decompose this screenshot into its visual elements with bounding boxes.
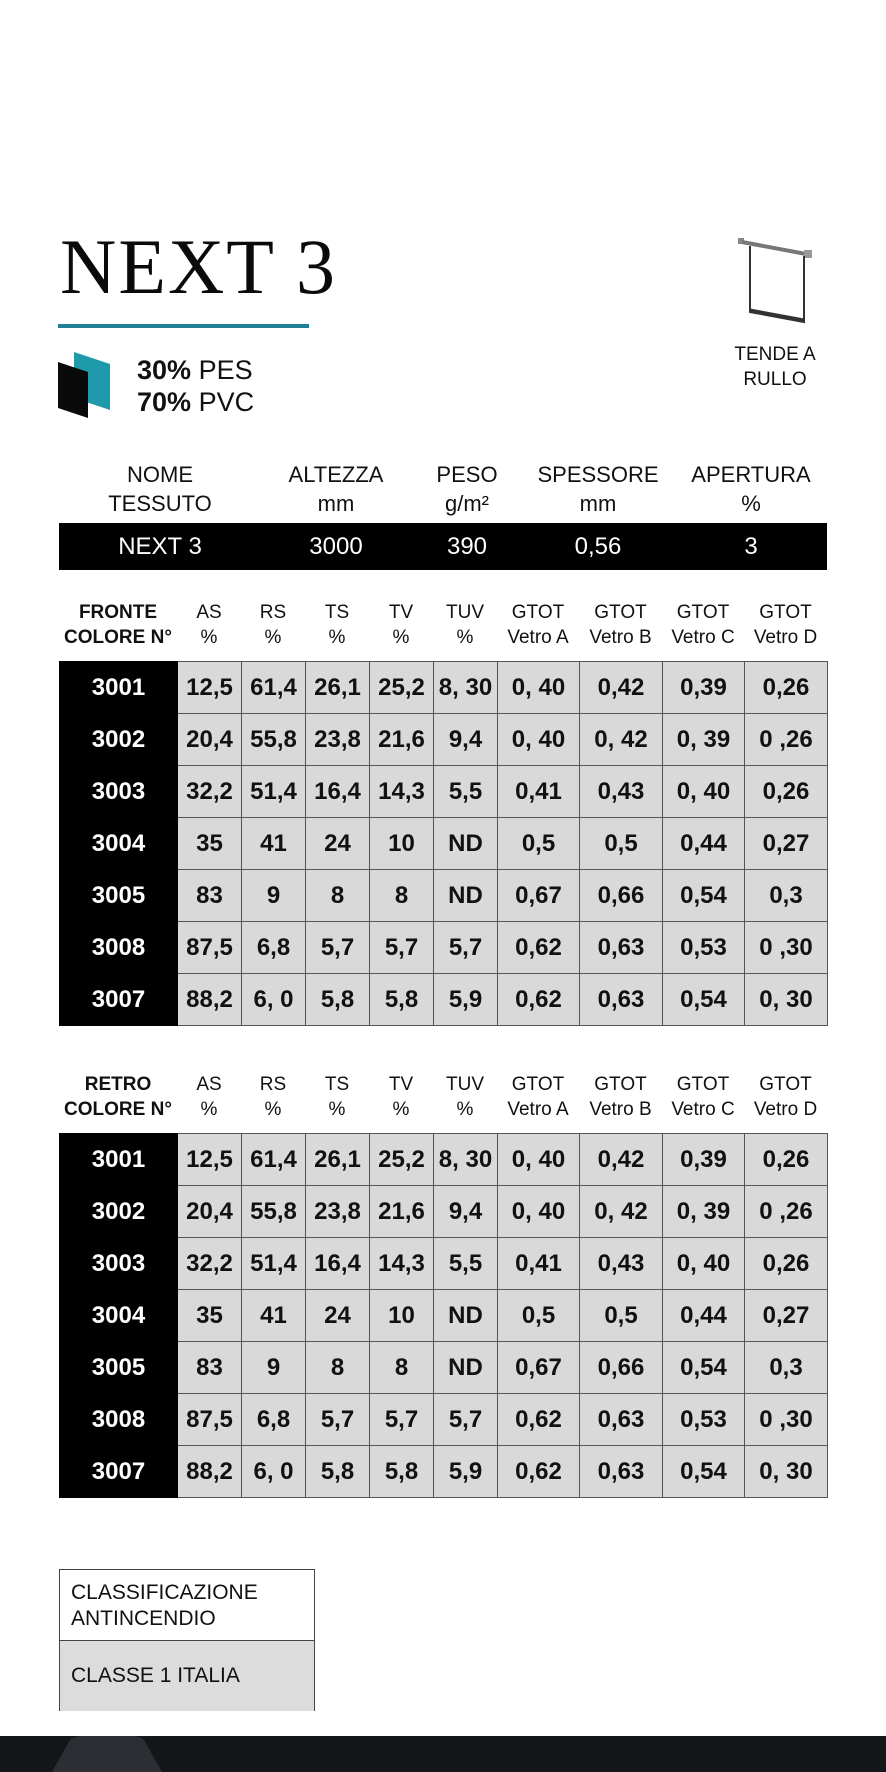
retro-column-header: GTOT Vetro A [507, 1074, 569, 1120]
value-cell: 0, 40 [663, 766, 745, 818]
value-cell: 5,7 [306, 922, 370, 974]
value-cell: 55,8 [242, 1186, 306, 1238]
color-code-cell: 3003 [60, 766, 178, 818]
value-cell: 51,4 [242, 1238, 306, 1290]
table-row [60, 766, 828, 818]
value-cell: 0,66 [580, 870, 663, 922]
value-cell: 0,62 [498, 974, 580, 1026]
retro-column-header: TS % [324, 1074, 350, 1120]
footer-bar [0, 1736, 886, 1772]
value-cell: 0,66 [580, 1342, 663, 1394]
value-cell: 0,27 [745, 818, 828, 870]
value-cell: 0,62 [498, 1446, 580, 1498]
value-cell: 0, 39 [663, 1186, 745, 1238]
value-cell: 88,2 [178, 974, 242, 1026]
fire-classification-box [59, 1569, 315, 1711]
value-cell: 35 [178, 818, 242, 870]
value-cell: 21,6 [370, 714, 434, 766]
value-cell: 0, 30 [745, 974, 828, 1026]
value-cell: 9,4 [434, 1186, 498, 1238]
color-code-cell: 3004 [60, 818, 178, 870]
retro-column-header: GTOT Vetro D [753, 1074, 818, 1120]
value-cell: 5,8 [306, 974, 370, 1026]
value-cell: 0 ,30 [745, 1394, 828, 1446]
retro-column-header: RS % [259, 1074, 287, 1120]
fronte-column-header: TS % [324, 602, 350, 648]
color-code-cell: 3007 [60, 1446, 178, 1498]
value-cell: 5,5 [434, 1238, 498, 1290]
value-cell: 8 [370, 870, 434, 922]
value-cell: 16,4 [306, 766, 370, 818]
fabric-layers-icon [58, 352, 110, 418]
color-code-cell: 3001 [60, 1134, 178, 1186]
value-cell: 5,7 [434, 1394, 498, 1446]
spec-value: NEXT 3 [118, 533, 202, 560]
product-type-label: TENDE A RULLO [734, 344, 816, 390]
value-cell: 0, 40 [498, 1186, 580, 1238]
value-cell: 88,2 [178, 1446, 242, 1498]
value-cell: 0,53 [663, 1394, 745, 1446]
value-cell: 9 [242, 870, 306, 922]
value-cell: 0,44 [663, 1290, 745, 1342]
retro-column-header: GTOT Vetro C [671, 1074, 735, 1120]
table-row [60, 1342, 828, 1394]
table-row [60, 974, 828, 1026]
fronte-column-header: TV % [388, 602, 414, 648]
spec-value: 0,56 [574, 533, 622, 560]
value-cell: 0,63 [580, 1394, 663, 1446]
value-cell: 8, 30 [434, 1134, 498, 1186]
value-cell: 0,53 [663, 922, 745, 974]
product-title: NEXT 3 [60, 223, 338, 310]
value-cell: 0,5 [498, 818, 580, 870]
value-cell: 0,54 [663, 1446, 745, 1498]
table-row [60, 662, 828, 714]
spec-value: 390 [446, 533, 488, 560]
color-code-cell: 3001 [60, 662, 178, 714]
value-cell: 0,62 [498, 922, 580, 974]
roller-blind-icon [736, 236, 816, 324]
value-cell: 0,26 [745, 766, 828, 818]
value-cell: 0, 42 [580, 714, 663, 766]
value-cell: 0,39 [663, 662, 745, 714]
value-cell: 32,2 [178, 766, 242, 818]
value-cell: 8 [370, 1342, 434, 1394]
value-cell: 5,5 [434, 766, 498, 818]
value-cell: 5,7 [434, 922, 498, 974]
value-cell: 35 [178, 1290, 242, 1342]
value-cell: 51,4 [242, 766, 306, 818]
value-cell: 0 ,26 [745, 714, 828, 766]
composition-line-1: 30% PES [137, 355, 253, 385]
value-cell: 0,41 [498, 1238, 580, 1290]
fronte-table [59, 661, 828, 1026]
value-cell: 8, 30 [434, 662, 498, 714]
value-cell: 23,8 [306, 1186, 370, 1238]
value-cell: 83 [178, 870, 242, 922]
value-cell: 0,42 [580, 662, 663, 714]
spec-header: ALTEZZA mm [288, 462, 384, 516]
value-cell: 0,42 [580, 1134, 663, 1186]
value-cell: 8 [306, 870, 370, 922]
spec-header: APERTURA % [691, 462, 811, 516]
table-row [60, 1446, 828, 1498]
value-cell: 9 [242, 1342, 306, 1394]
table-row [60, 922, 828, 974]
value-cell: ND [434, 870, 498, 922]
value-cell: 0,63 [580, 922, 663, 974]
retro-column-header: AS % [196, 1074, 222, 1120]
value-cell: 5,8 [370, 974, 434, 1026]
fronte-column-header: GTOT Vetro B [589, 602, 652, 648]
value-cell: 0, 42 [580, 1186, 663, 1238]
fronte-column-header: FRONTE COLORE N° [64, 602, 172, 648]
retro-column-header: GTOT Vetro B [589, 1074, 652, 1120]
value-cell: 0,3 [745, 870, 828, 922]
color-code-cell: 3003 [60, 1238, 178, 1290]
value-cell: 0,63 [580, 974, 663, 1026]
value-cell: 0,67 [498, 870, 580, 922]
value-cell: 0,5 [580, 818, 663, 870]
value-cell: ND [434, 818, 498, 870]
fronte-column-header: AS % [196, 602, 222, 648]
value-cell: 5,7 [306, 1394, 370, 1446]
value-cell: 5,8 [370, 1446, 434, 1498]
value-cell: 6, 0 [242, 974, 306, 1026]
value-cell: 8 [306, 1342, 370, 1394]
value-cell: 0,5 [580, 1290, 663, 1342]
value-cell: 0, 40 [663, 1238, 745, 1290]
value-cell: 0,39 [663, 1134, 745, 1186]
value-cell: 25,2 [370, 1134, 434, 1186]
value-cell: 20,4 [178, 714, 242, 766]
value-cell: 14,3 [370, 1238, 434, 1290]
value-cell: 0,27 [745, 1290, 828, 1342]
spec-header: SPESSORE mm [537, 462, 659, 516]
fronte-column-header: GTOT Vetro A [507, 602, 569, 648]
value-cell: 0,26 [745, 1134, 828, 1186]
value-cell: 87,5 [178, 1394, 242, 1446]
value-cell: 23,8 [306, 714, 370, 766]
table-row [60, 714, 828, 766]
value-cell: 32,2 [178, 1238, 242, 1290]
spec-header: NOME TESSUTO [108, 462, 212, 516]
table-row [60, 1186, 828, 1238]
spec-header: PESO g/m² [436, 462, 498, 516]
value-cell: 26,1 [306, 1134, 370, 1186]
color-code-cell: 3005 [60, 870, 178, 922]
value-cell: 0,54 [663, 870, 745, 922]
value-cell: 0,5 [498, 1290, 580, 1342]
retro-table [59, 1133, 828, 1498]
value-cell: 0, 30 [745, 1446, 828, 1498]
spec-value: 3000 [309, 533, 363, 560]
value-cell: 0,63 [580, 1446, 663, 1498]
retro-column-header: RETRO COLORE N° [64, 1074, 172, 1120]
value-cell: 0,26 [745, 662, 828, 714]
value-cell: 55,8 [242, 714, 306, 766]
fronte-column-header: TUV % [446, 602, 484, 648]
value-cell: 20,4 [178, 1186, 242, 1238]
color-code-cell: 3008 [60, 1394, 178, 1446]
value-cell: 26,1 [306, 662, 370, 714]
value-cell: 16,4 [306, 1238, 370, 1290]
value-cell: 0,62 [498, 1394, 580, 1446]
fronte-column-header: RS % [259, 602, 287, 648]
value-cell: 0, 40 [498, 1134, 580, 1186]
fire-classification-value: CLASSE 1 ITALIA [60, 1641, 314, 1711]
table-row [60, 1290, 828, 1342]
value-cell: 0,43 [580, 1238, 663, 1290]
value-cell: 5,9 [434, 1446, 498, 1498]
value-cell: 61,4 [242, 1134, 306, 1186]
value-cell: 0 ,30 [745, 922, 828, 974]
value-cell: 41 [242, 818, 306, 870]
color-code-cell: 3008 [60, 922, 178, 974]
value-cell: 24 [306, 818, 370, 870]
retro-column-header: TUV % [446, 1074, 484, 1120]
spec-value: 3 [744, 533, 758, 560]
retro-column-header: TV % [388, 1074, 414, 1120]
value-cell: 0,54 [663, 974, 745, 1026]
value-cell: 0,67 [498, 1342, 580, 1394]
value-cell: 0, 40 [498, 714, 580, 766]
value-cell: 83 [178, 1342, 242, 1394]
value-cell: 41 [242, 1290, 306, 1342]
value-cell: 0 ,26 [745, 1186, 828, 1238]
composition-line-2: 70% PVC [137, 387, 255, 417]
value-cell: 0,54 [663, 1342, 745, 1394]
value-cell: 6,8 [242, 1394, 306, 1446]
value-cell: 0,44 [663, 818, 745, 870]
value-cell: 5,7 [370, 1394, 434, 1446]
table-row [60, 1394, 828, 1446]
value-cell: 6,8 [242, 922, 306, 974]
value-cell: 87,5 [178, 922, 242, 974]
value-cell: 0, 40 [498, 662, 580, 714]
value-cell: 5,8 [306, 1446, 370, 1498]
footer-decoration [52, 1736, 172, 1772]
value-cell: 14,3 [370, 766, 434, 818]
value-cell: 21,6 [370, 1186, 434, 1238]
color-code-cell: 3002 [60, 714, 178, 766]
value-cell: 25,2 [370, 662, 434, 714]
value-cell: 0,41 [498, 766, 580, 818]
value-cell: 5,9 [434, 974, 498, 1026]
color-code-cell: 3004 [60, 1290, 178, 1342]
table-row [60, 1134, 828, 1186]
value-cell: 0, 39 [663, 714, 745, 766]
value-cell: 6, 0 [242, 1446, 306, 1498]
value-cell: 0,43 [580, 766, 663, 818]
table-row [60, 1238, 828, 1290]
value-cell: 12,5 [178, 662, 242, 714]
value-cell: 10 [370, 1290, 434, 1342]
fronte-column-header: GTOT Vetro D [753, 602, 818, 648]
value-cell: ND [434, 1342, 498, 1394]
color-code-cell: 3005 [60, 1342, 178, 1394]
color-code-cell: 3007 [60, 974, 178, 1026]
value-cell: 12,5 [178, 1134, 242, 1186]
value-cell: 61,4 [242, 662, 306, 714]
value-cell: 24 [306, 1290, 370, 1342]
fronte-column-header: GTOT Vetro C [671, 602, 735, 648]
value-cell: 5,7 [370, 922, 434, 974]
fire-classification-label: CLASSIFICAZIONE ANTINCENDIO [60, 1570, 314, 1641]
value-cell: ND [434, 1290, 498, 1342]
value-cell: 9,4 [434, 714, 498, 766]
value-cell: 0,3 [745, 1342, 828, 1394]
table-row [60, 818, 828, 870]
table-row [60, 870, 828, 922]
title-underline [58, 324, 309, 328]
color-code-cell: 3002 [60, 1186, 178, 1238]
value-cell: 0,26 [745, 1238, 828, 1290]
value-cell: 10 [370, 818, 434, 870]
